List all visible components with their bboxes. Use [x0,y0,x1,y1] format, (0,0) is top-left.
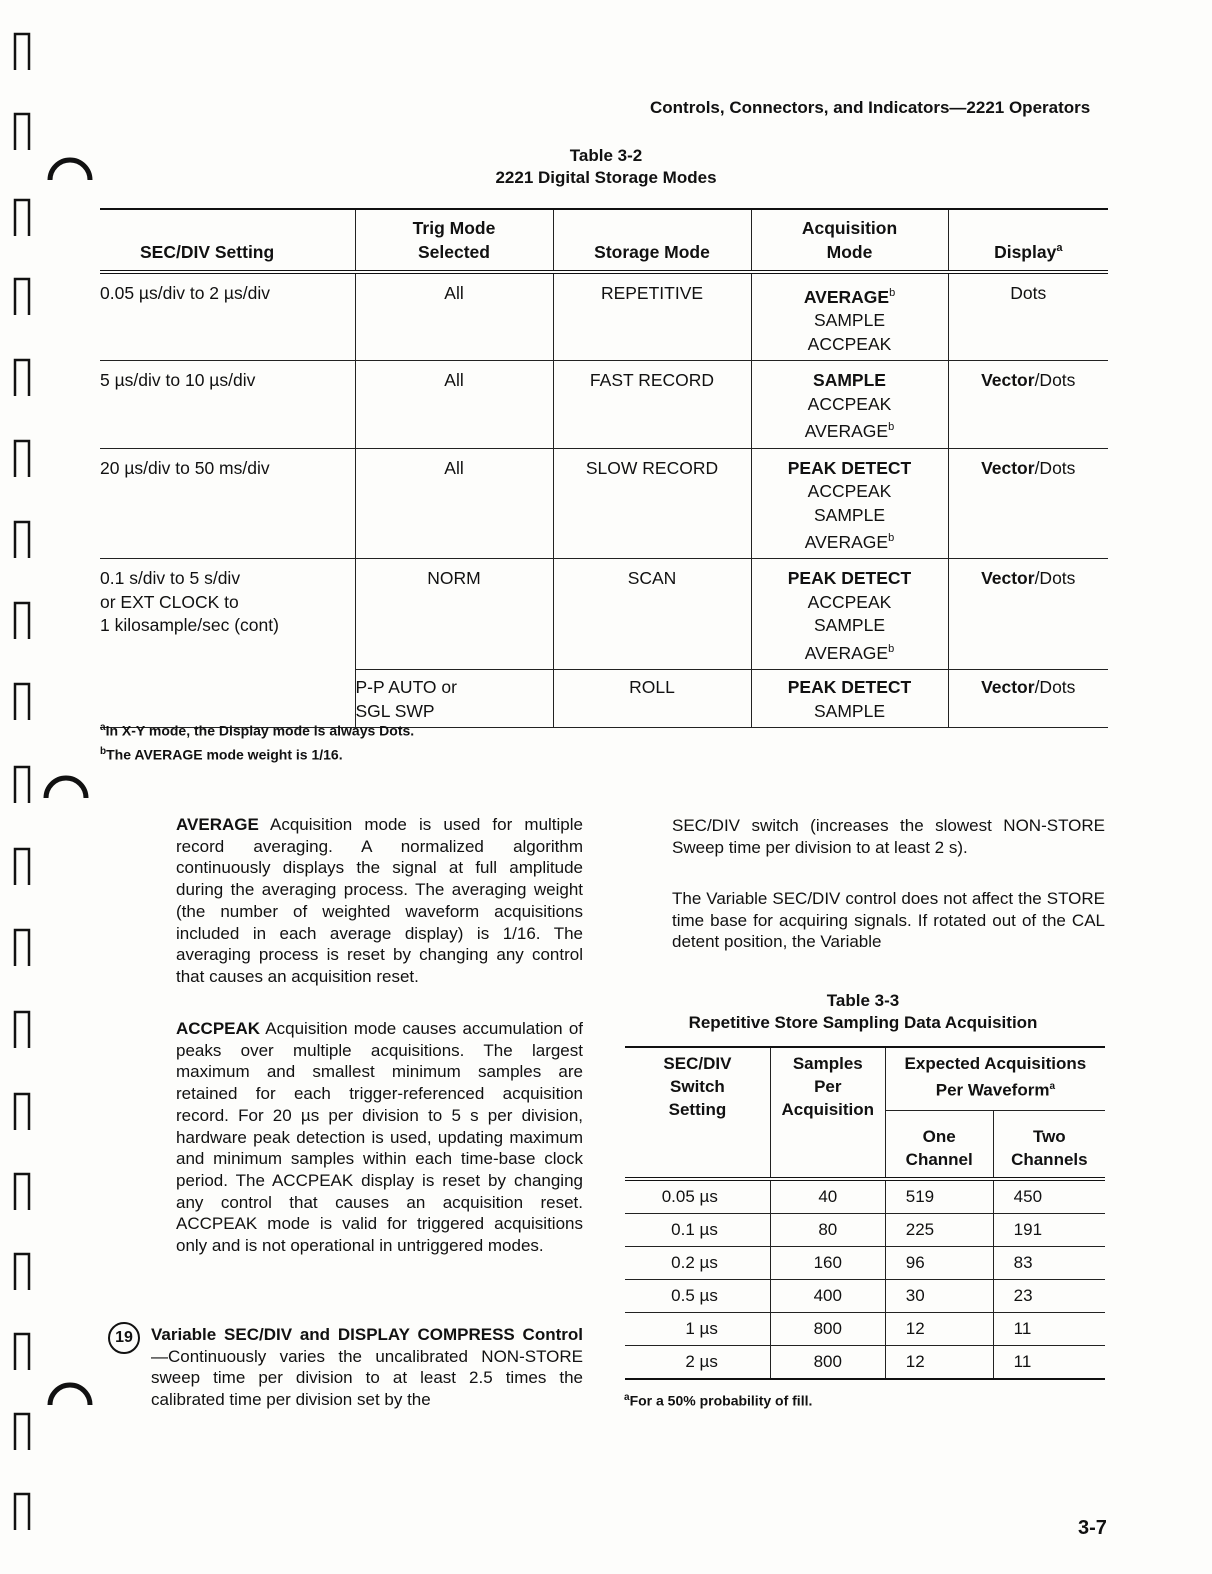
header-line: Samples [792,1054,863,1073]
acq-mode-label: PEAK DETECT [787,568,912,589]
binder-hole-icon [12,1330,32,1372]
cell-switch-setting: 2 µs [625,1345,770,1379]
acq-mode-item [756,591,944,615]
binder-hole-icon [12,1170,32,1212]
binder-hole-icon [12,30,32,72]
cell-two-channels: 450 [993,1179,1105,1214]
cell-display [948,272,1108,361]
cell-sec-div [100,559,355,728]
header-line: Setting [668,1100,727,1119]
header-line: Acquisition [801,218,898,238]
term: ACCPEAK [176,1019,261,1038]
paragraph-text: —Continuously varies the uncalibrated NON-STORE sweep time per division to at least 2.5 times the calibrated time per division set by the [151,1346,583,1410]
header-line: Mode [826,242,873,262]
cell-trig-mode [355,361,553,448]
table-3-3-title: Repetitive Store Sampling Data Acquisition [688,1013,1038,1032]
table-row [625,1246,1105,1279]
cell-samples: 40 [770,1179,885,1214]
cell-storage-mode: SCAN [553,559,751,670]
footnote-ref: a [1056,242,1063,255]
acq-mode-label: ACCPEAK [807,393,892,414]
col-header-acquisition-mode [751,209,948,272]
footnote-text: For a 50% probability of fill. [629,1392,813,1409]
binder-ring-icon [42,758,90,806]
col-header-storage-mode: Storage Mode [553,209,751,272]
col-header-display [948,209,1108,272]
col-header-trig-mode [355,209,553,272]
cell-line: 5 µs/div to 10 µs/div [100,370,256,391]
cell-acquisition-mode [751,272,948,361]
cell-one-channel: 96 [885,1246,993,1279]
binder-hole-icon [12,926,32,968]
right-paragraph-1: SEC/DIV switch (increases the slowest NON-STORE Sweep time per division to at least 2 s). [672,816,1105,857]
col-header-samples [770,1047,885,1179]
header-line: Switch [670,1077,725,1096]
table-3-3-number: Table 3-3 [826,991,900,1010]
average-paragraph [176,814,583,988]
cell-display [948,670,1108,728]
binder-hole-icon [12,518,32,560]
cell-one-channel: 12 [885,1312,993,1345]
cell-samples: 160 [770,1246,885,1279]
display-primary: Vector [981,457,1035,478]
footnote-ref: b [888,532,895,545]
acq-mode-label: SAMPLE [814,615,885,636]
table-row [625,1213,1105,1246]
display-secondary: /Dots [1034,457,1076,478]
cell-line: All [444,370,464,391]
binder-hole-icon [12,1490,32,1532]
cell-sec-div [100,361,355,448]
acq-mode-item [756,416,944,443]
col-header-two-channels [993,1110,1105,1179]
table-row [100,559,1108,670]
cell-two-channels: 83 [993,1246,1105,1279]
item-number-badge: 19 [108,1322,140,1354]
footnote-text: The AVERAGE mode weight is 1/16. [106,746,343,763]
table-3-2-footnote-b [100,746,343,763]
display-secondary: Dots [1010,283,1047,303]
paragraph-text: Acquisition mode causes accumulation of peaks over multiple acquisitions. The largest maximum and smallest minimum samples are retained for each trigger-referenced acquisition record. For 20 µs per division to 5 s per division, hardware peak detection is used, updating maximum and minimum samples within each time-base clock period. The ACCPEAK display is reset by changing any control that causes an acquisition reset. ACCPEAK mode is valid for triggered acquisitions only and is not operational in untriggered modes. [176,1019,583,1256]
display-primary: Vector [981,677,1035,698]
acq-mode-label: AVERAGE [804,421,889,442]
acq-mode-label: AVERAGE [804,642,889,663]
table-row [100,448,1108,559]
accpeak-paragraph [176,1018,583,1257]
binder-hole-icon [12,1090,32,1132]
display-secondary: /Dots [1034,568,1076,589]
binder-hole-icon [12,1008,32,1050]
cell-display [948,361,1108,448]
table-3-2-title: 2221 Digital Storage Modes [495,168,717,187]
footnote-ref: b [888,642,895,655]
cell-line: 1 kilosample/sec (cont) [100,615,279,636]
acq-mode-item [756,504,944,528]
binder-hole-icon [12,356,32,398]
footnote-ref: b [888,421,895,434]
table-3-2 [100,208,1108,728]
cell-samples: 800 [770,1345,885,1379]
footnote-mark: a [624,1392,630,1403]
acq-mode-label: AVERAGE [804,531,889,552]
footnote-mark: b [100,746,107,757]
acq-mode-label: AVERAGE [803,286,890,307]
table-row [625,1179,1105,1214]
cell-two-channels: 191 [993,1213,1105,1246]
table-row [625,1312,1105,1345]
binder-hole-icon [12,763,32,805]
display-secondary: /Dots [1034,370,1076,391]
right-paragraph-2: The Variable SEC/DIV control does not affect the STORE time base for acquiring signals. If rotated out of the CAL detent position, the Variable [672,889,1105,952]
binder-hole-icon [12,196,32,238]
cell-switch-setting: 0.5 µs [625,1279,770,1312]
running-header: Controls, Connectors, and Indicators—2221 Operators [650,98,1091,117]
header-line: Trig Mode [412,218,496,238]
cell-trig-mode [355,448,553,559]
header-line: Two [1032,1126,1066,1146]
footnote-text: In X-Y mode, the Display mode is always Dots. [105,722,415,739]
cell-acquisition-mode [751,559,948,670]
header-line: Selected [418,242,490,262]
table-3-2-caption [0,145,1212,189]
cell-acquisition-mode [751,361,948,448]
table-row [100,272,1108,361]
cell-two-channels: 11 [993,1345,1105,1379]
footnote-mark: a [100,722,106,733]
footnote-ref: a [1049,1081,1055,1092]
cell-trig-mode [355,272,553,361]
table-row [100,361,1108,448]
cell-trig-mode [355,670,553,728]
cell-storage-mode: SLOW RECORD [553,448,751,559]
col-header-expected [885,1047,1105,1110]
binder-hole-icon [12,275,32,317]
acq-mode-item [756,309,944,333]
col-header-one-channel [885,1110,993,1179]
acq-mode-item [756,369,944,393]
acq-mode-item [756,457,944,481]
cell-line: 0.05 µs/div to 2 µs/div [100,283,270,303]
acq-mode-label: PEAK DETECT [787,677,912,698]
acq-mode-item [756,333,944,357]
acq-mode-label: ACCPEAK [807,481,892,502]
footnote-ref: b [889,287,896,299]
header-line: Channel [905,1149,973,1169]
header-line: SEC/DIV [663,1054,732,1073]
cell-display [948,559,1108,670]
cell-trig-mode [355,559,553,670]
header-line: Expected Acquisitions [904,1054,1087,1073]
acq-mode-label: SAMPLE [814,504,885,525]
term: Variable SEC/DIV and DISPLAY COMPRESS Control [151,1325,583,1344]
cell-acquisition-mode [751,448,948,559]
cell-sec-div [100,272,355,361]
header-line: Display [994,242,1057,262]
cell-one-channel: 225 [885,1213,993,1246]
table-header-row [100,209,1108,272]
binder-hole-icon [12,680,32,722]
table-3-3-footnote [624,1392,812,1409]
acq-mode-item [756,700,944,724]
header-line: Channels [1011,1149,1088,1169]
cell-acquisition-mode [751,670,948,728]
cell-line: All [444,457,464,478]
table-row [625,1345,1105,1379]
display-primary: Vector [981,370,1035,391]
acq-mode-label: ACCPEAK [807,591,892,612]
acq-mode-item [756,638,944,665]
cell-line: 20 µs/div to 50 ms/div [100,457,270,478]
cell-storage-mode: FAST RECORD [553,361,751,448]
acq-mode-item [756,282,944,309]
cell-two-channels: 23 [993,1279,1105,1312]
cell-line: 0.1 s/div to 5 s/div [100,568,241,589]
cell-display [948,448,1108,559]
binder-hole-icon [12,437,32,479]
acq-mode-item [756,480,944,504]
binder-hole-icon [12,1250,32,1292]
cell-line: NORM [427,568,481,589]
table-row [625,1279,1105,1312]
cell-samples: 800 [770,1312,885,1345]
cell-sec-div [100,448,355,559]
binder-hole-icon [12,599,32,641]
acq-mode-label: SAMPLE [814,310,885,331]
header-line: Per Waveform [935,1080,1050,1100]
term: AVERAGE [176,815,259,834]
cell-one-channel: 30 [885,1279,993,1312]
cell-line: P-P AUTO or [355,677,457,698]
header-line: Acquisition [781,1100,875,1119]
acq-mode-label: ACCPEAK [807,333,892,354]
cell-switch-setting: 0.2 µs [625,1246,770,1279]
display-primary: Vector [981,568,1035,589]
cell-line: All [444,283,464,303]
variable-control-paragraph [151,1324,583,1411]
cell-storage-mode: ROLL [553,670,751,728]
binder-hole-icon [12,1410,32,1452]
cell-switch-setting: 1 µs [625,1312,770,1345]
cell-one-channel: 12 [885,1345,993,1379]
cell-one-channel: 519 [885,1179,993,1214]
binder-ring-icon [46,1365,94,1413]
header-line: Per [814,1077,842,1096]
cell-switch-setting: 0.05 µs [625,1179,770,1214]
acq-mode-item [756,527,944,554]
table-3-3-caption [620,990,1106,1034]
paragraph-text: Acquisition mode is used for multiple record averaging. A normalized algorithm continuously displays the signal at full amplitude during the averaging process. The averaging weight (the number of weighted waveform acquisitions included in each average display) is 1/16. The averaging process is reset by changing any control that causes an acquisition reset. [176,815,583,986]
header-line: One [922,1126,956,1146]
page-number: 3-7 [1078,1517,1107,1539]
table-3-2-footnote-a [100,722,414,739]
cell-samples: 80 [770,1213,885,1246]
acq-mode-item [756,676,944,700]
col-header-sec-div: SEC/DIV Setting [100,209,355,272]
acq-mode-item [756,614,944,638]
acq-mode-item [756,567,944,591]
table-header-row [625,1047,1105,1110]
acq-mode-label: PEAK DETECT [787,457,912,478]
acq-mode-label: SAMPLE [813,370,886,391]
cell-switch-setting: 0.1 µs [625,1213,770,1246]
acq-mode-item [756,393,944,417]
cell-two-channels: 11 [993,1312,1105,1345]
cell-line: SGL SWP [355,700,435,721]
cell-samples: 400 [770,1279,885,1312]
col-header-sec-div-switch [625,1047,770,1179]
binder-hole-icon [12,845,32,887]
cell-line: or EXT CLOCK to [100,591,239,612]
acq-mode-label: SAMPLE [814,700,885,721]
display-secondary: /Dots [1034,677,1076,698]
table-3-3 [625,1046,1105,1380]
table-3-2-number: Table 3-2 [569,146,643,165]
cell-storage-mode: REPETITIVE [553,272,751,361]
